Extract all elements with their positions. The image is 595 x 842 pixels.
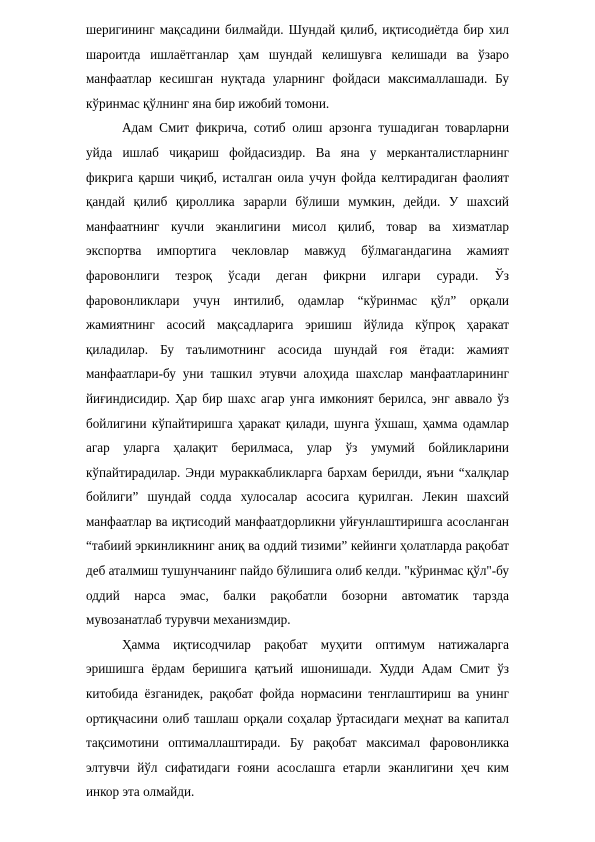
paragraph-3: Ҳамма иқтисодчилар рақобат муҳити оптимум натижаларга эришишга ёрдам беришига қатъий ишонишади. Худди Адам Смит ўз китобида ёзганидек, рақобат фойда нормасини тенглаштириш ва унинг ортиқчасини олиб ташлаш орқали соҳалар ўртасидаги меҳнат ва капитал тақсимотини оптималлаштиради. Бу рақобат максимал фаровонликка элтувчи йўл сифатидаги ғояни асослашга етарли эканлигини ҳеч ким инкор эта олмайди. xyxy=(86,636,509,800)
paragraph-1: шеригининг мақсадини билмайди. Шундай қилиб, иқтисодиётда бир хил шароитда ишлаётганлар ҳам шундай келишувга келишади ва ўзаро манфаатлар кесишган нуқтада уларнинг фойдаси максималлашади. Бу кўринмас қўлнинг яна бир ижобий томони. xyxy=(86,22,509,111)
paragraph-2: Адам Смит фикрича, сотиб олиш арзонга тушадиган товарларни уйда ишлаб чиқариш фойдасиздир. Ва яна у мерканталистларнинг фикрига қарши чиқиб, исталган оила учун фойда келтирадиган фаолият қандай қилиб қироллика зарарли бўлиши мумкин, дейди. У шахсий манфаатнинг кучли эканлигини мисол қилиб, товар ва хизматлар экспортва импортига чекловлар мавжуд бўлмагандагина жамият фаровонлиги тезроқ ўсади деган фикрни илгари суради. Ўз фаровонликлари учун интилиб, одамлар “кўринмас қўл” орқали жамиятнинг асосий мақсадларига эришиш йўлида кўпроқ ҳаракат қиладилар. Бу таълимотнинг асосида шундай ғоя ётади: жамият манфаатлари-бу уни ташкил этувчи алоҳида шахслар манфаатларининг йиғиндисидир. Ҳар бир шахс агар унга имконият берилса, энг аввало ўз бойлигини кўпайтиришга ҳаракат қилади, шунга ўхшаш, ҳамма одамлар агар уларга ҳалақит берилмаса, улар ўз умумий бойликларини кўпайтирадилар. Энди мураккабликларга бархам берилди, яъни “халқлар бойлиги” шундай содда хулосалар асосига қурилган. Лекин шахсий манфаатлар ва иқтисодий манфаатдорликни уйғунлаштиришга асосланган “табиий эркинликнинг аниқ ва оддий тизими” кейинги ҳолатларда рақобат деб аталмиш тушунчанинг пайдо бўлишига олиб келди. "кўринмас қўл"-бу оддий нарса эмас, балки рақобатли бозорни автоматик тарзда мувозанатлаб турувчи механизмдир. xyxy=(86,120,509,628)
document-page xyxy=(86,18,509,805)
